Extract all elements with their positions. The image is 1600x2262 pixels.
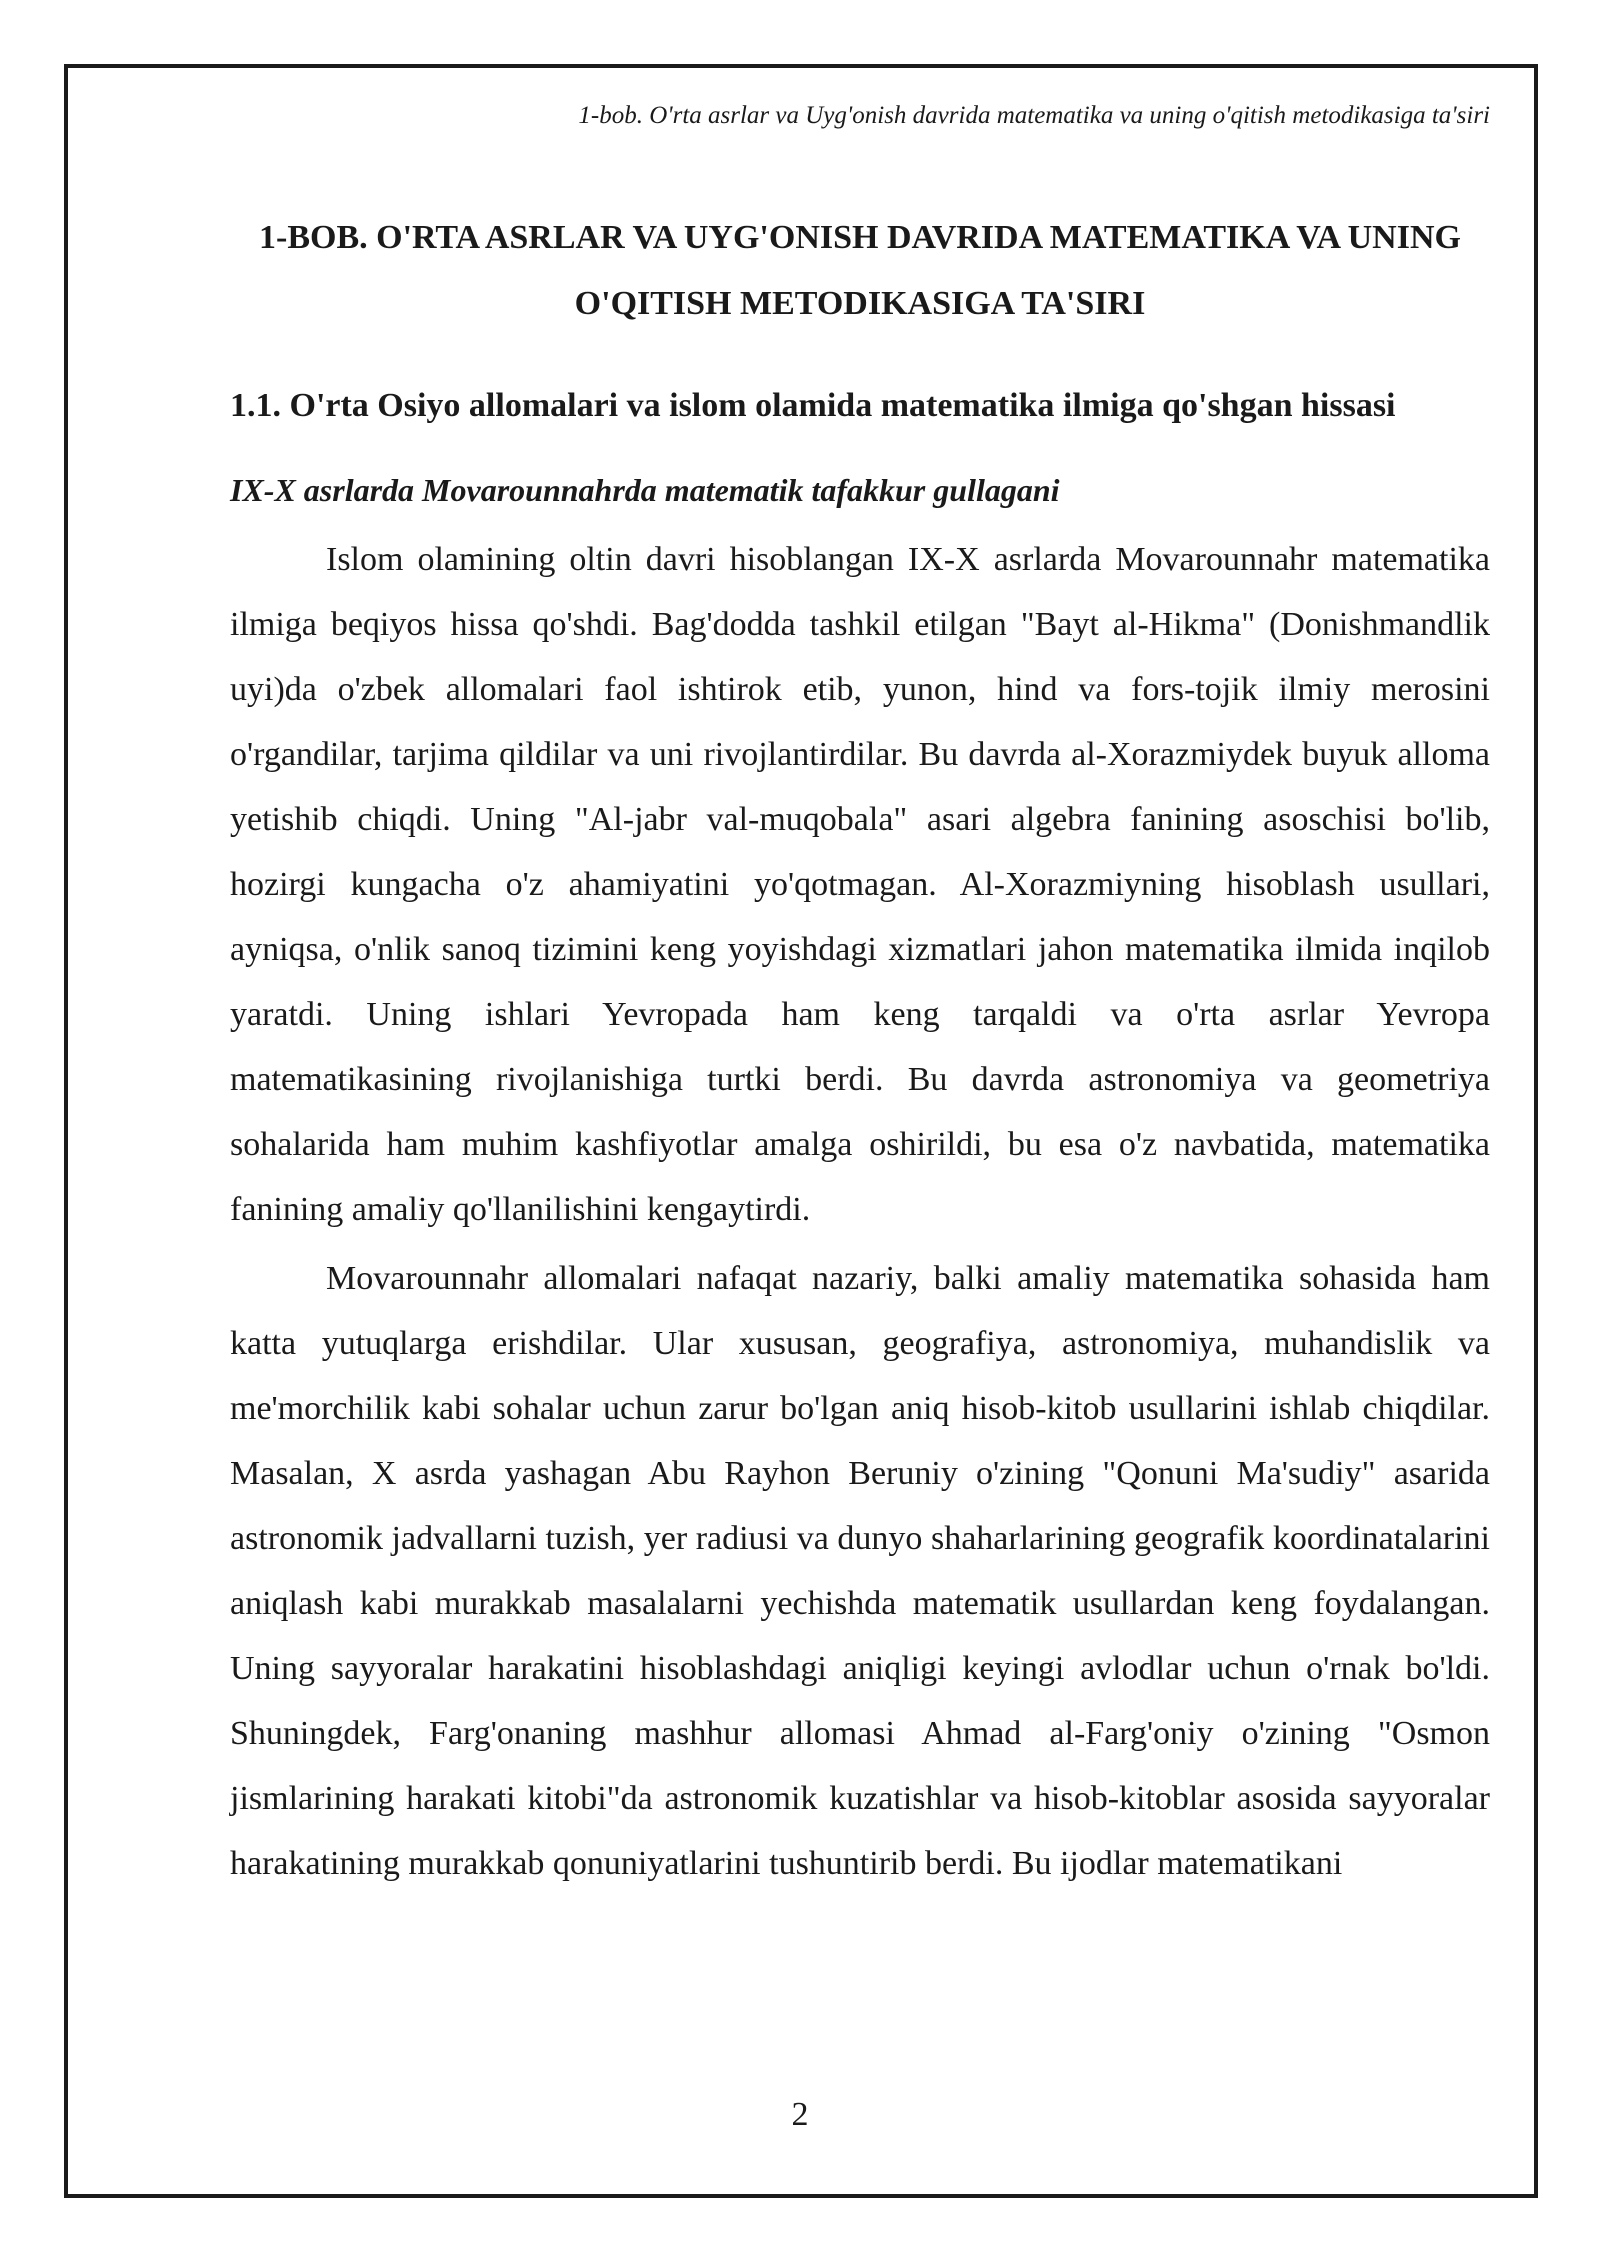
page-content [230, 205, 1490, 1896]
chapter-title: 1-BOB. O'RTA ASRLAR VA UYG'ONISH DAVRIDA MATEMATIKA VA UNING O'QITISH METODIKASIGA TA'SIRI [259, 219, 1461, 322]
body-paragraph: Movarounnahr allomalari nafaqat nazariy, balki amaliy matematika sohasida ham katta yutuqlarga erishdilar. Ular xususan, geografiya, astronomiya, muhandislik va me'morchilik kabi sohalar uchun zarur bo'lgan aniq hisob-kitob usullarini ishlab chiqdilar. Masalan, X asrda yashagan Abu Rayhon Beruniy o'zining "Qonuni Ma'sudiy" asarida astronomik jadvallarni tuzish, yer radiusi va dunyo shaharlarining geografik koordinatalarini aniqlash kabi murakkab masalalarni yechishda matematik usullardan keng foydalangan. Uning sayyoralar harakatini hisoblashdagi aniqligi keyingi avlodlar uchun o'rnak bo'ldi. Shuningdek, Farg'onaning mashhur allomasi Ahmad al-Farg'oniy o'zining "Osmon jismlarining harakati kitobi"da astronomik kuzatishlar va hisob-kitoblar asosida sayyoralar harakatining murakkab qonuniyatlarini tushuntirib berdi. Bu ijodlar matematikani [230, 1260, 1490, 1882]
running-header: 1-bob. O'rta asrlar va Uyg'onish davrida matematika va uning o'qitish metodikasiga ta'siri [578, 102, 1490, 129]
body-paragraph: Islom olamining oltin davri hisoblangan IX-X asrlarda Movarounnahr matematika ilmiga beqiyos hissa qo'shdi. Bag'dodda tashkil etilgan "Bayt al-Hikma" (Donishmandlik uyi)da o'zbek allomalari faol ishtirok etib, yunon, hind va fors-tojik ilmiy merosini o'rgandilar, tarjima qildilar va uni rivojlantirdilar. Bu davrda al-Xorazmiydek buyuk alloma yetishib chiqdi. Uning "Al-jabr val-muqobala" asari algebra fanining asoschisi bo'lib, hozirgi kungacha o'z ahamiyatini yo'qotmagan. Al-Xorazmiyning hisoblash usullari, ayniqsa, o'nlik sanoq tizimini keng yoyishdagi xizmatlari jahon matematika ilmida inqilob yaratdi. Uning ishlari Yevropada ham keng tarqaldi va o'rta asrlar Yevropa matematikasining rivojlanishiga turtki berdi. Bu davrda astronomiya va geometriya sohalarida ham muhim kashfiyotlar amalga oshirildi, bu esa o'z navbatida, matematika fanining amaliy qo'llanilishini kengaytirdi. [230, 541, 1490, 1228]
subsection-title: IX-X asrlarda Movarounnahrda matematik tafakkur gullagani [230, 472, 1060, 508]
page-number: 2 [791, 2096, 809, 2133]
section-title: 1.1. O'rta Osiyo allomalari va islom olamida matematika ilmiga qo'shgan hissasi [230, 387, 1396, 424]
